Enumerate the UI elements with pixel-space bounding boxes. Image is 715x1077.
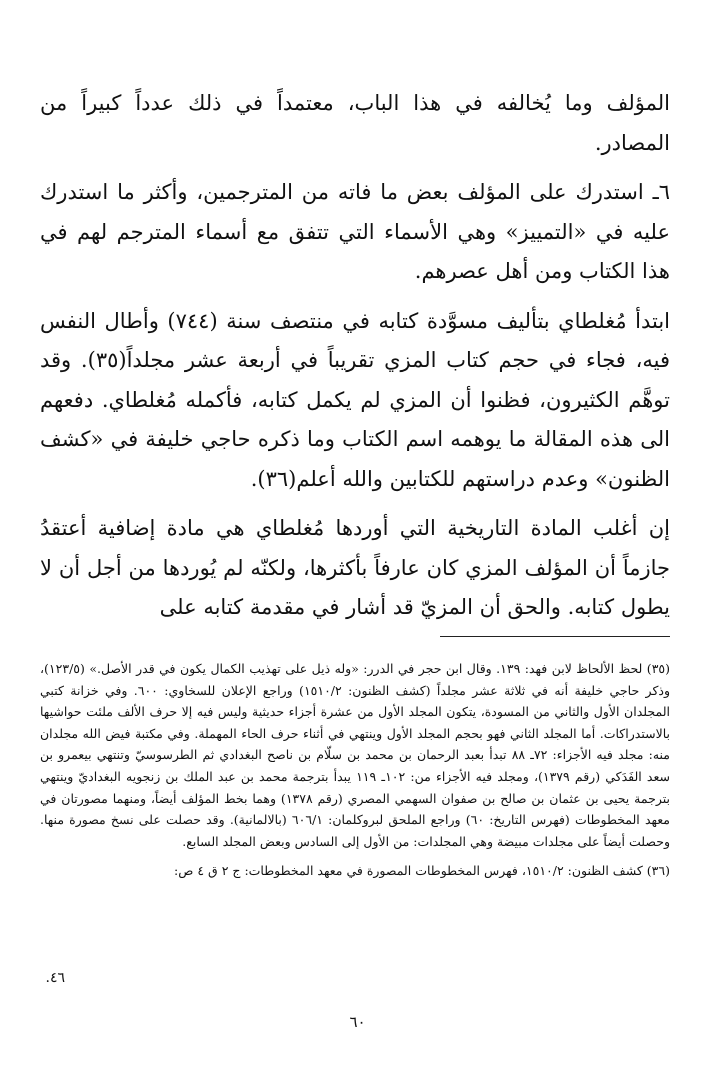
paragraph-historical-material: إن أغلب المادة التاريخية التي أوردها مُغلطاي هي مادة إضافية أعتقدُ جازماً أن المؤلف المزي كان عارفاً بأكثرها، ولكنّه لم يُوردها من أجل أن لا يطول كتابه. والحق أن المزيّ قد أشار في مقدمة كتابه على: [40, 516, 670, 619]
footnote-35: (٣٥) لحظ الألحاظ لابن فهد: ١٣٩. وقال ابن حجر في الدرر: «وله ذيل على تهذيب الكمال يكون في قدر الأصل.» (١٢٣/٥)، وذكر حاجي خليفة أنه في ثلاثة عشر مجلداً (كشف الظنون: ١٥١٠/٢) وراجع الإعلان للسخاوي: ٦٠٠. وفي خزانة كتبي المجلدان الأول والثاني من المسودة، يتكون المجلد الأول من عشرة أجزاء حديثية وليس فيه إلا حرف الألف ملئت حواشيها بالاستدراكات. أما المجلد الثاني فهو بحجم المجلد الأول وينتهي في أثناء حرف الحاء المهملة. وفي مكتبة فيض الله مجلدان منه: مجلد فيه الأجزاء: ٧٢ـ ٨٨ تبدأ بعبد الرحمان بن محمد بن سلّام بن ناصح البغدادي ثم الطرسوسيّ وتنتهي بيعمرو بن سعد الفَدَكي (رقم ١٣٧٩)، ومجلد فيه الأجزاء من: ١٠٢ـ ١١٩ يبدأ بترجمة محمد بن عبد الملك بن زنجويه البغداديّ وينتهي بترجمة يحيى بن عثمان بن صالح بن صفوان السهمي المصري (رقم ١٣٧٨) وهما بخط المؤلف أيضاً، ومنهما مصورتان في معهد المخطوطات (فهرس التاريخ: ٦٠) وراجع الملحق لبروكلمان: ٦٠٦/١ (بالالمانية). وقد حصلت على نسخ مصورة منها. وحصلت أيضاً على مجلدات مبيضة وهي المجلدات: من الأول إلى السادس وبعض المجلد السابع.: [40, 661, 671, 849]
paragraph-item-6: ٦ـ استدرك على المؤلف بعض ما فاته من المترجمين، وأكثر ما استدرك عليه في «التمييز» وهي الأسماء التي تتفق مع أسماء المترجم لهم في هذا الكتاب ومن أهل عصرهم.: [40, 180, 670, 283]
footnotes: [40, 658, 670, 882]
paragraph-mughaltay-draft: ابتدأ مُغلطاي بتأليف مسوَّدة كتابه في منتصف سنة (٧٤٤) وأطال النفس فيه، فجاء في حجم كتاب المزي تقريباً في أربعة عشر مجلداً(٣٥). وقد توهَّم الكثيرون، فظنوا أن المزي لم يكمل كتابه، فأكمله مُغلطاي. دفعهم الى هذه المقالة ما يوهمه اسم الكتاب وما ذكره حاجي خليفة في «كشف الظنون» وعدم دراستهم للكتابين والله أعلم(٣٦).: [40, 308, 670, 491]
footnote-continuation: ٤٦.: [45, 970, 65, 986]
footnote-separator: [440, 636, 670, 637]
paragraph-continuation: المؤلف وما يُخالفه في هذا الباب، معتمداً في ذلك عدداً كبيراً من المصادر.: [40, 91, 670, 155]
main-text: [40, 84, 670, 628]
footnote-36: (٣٦) كشف الظنون: ١٥١٠/٢، فهرس المخطوطات المصورة في معهد المخطوطات: ج ٢ ق ٤ ص:: [174, 863, 670, 879]
page-number: ٦٠: [349, 1013, 366, 1031]
